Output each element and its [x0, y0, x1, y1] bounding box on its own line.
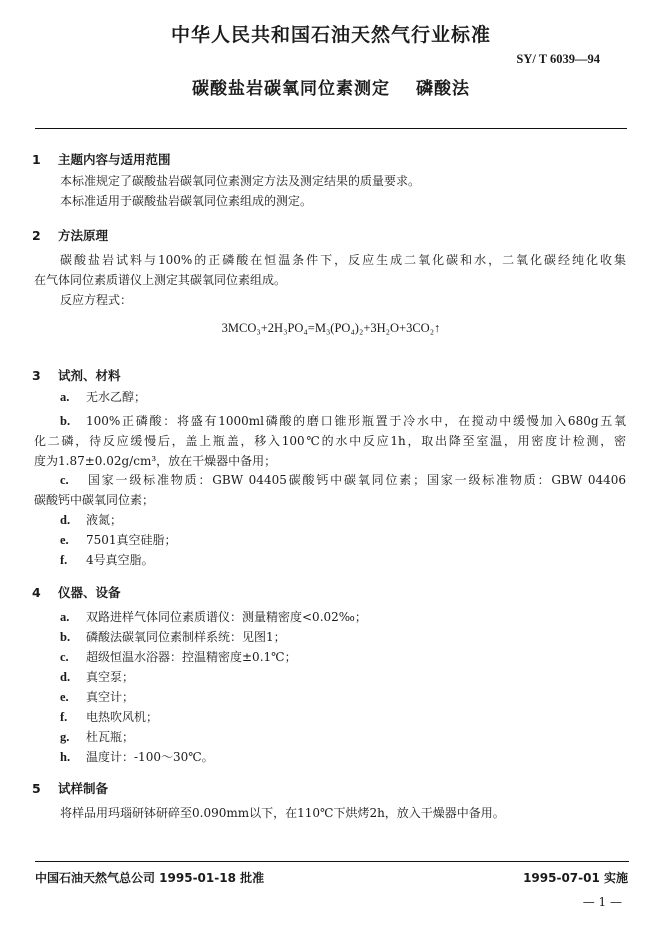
- list-item: d. 真空泵；: [60, 670, 135, 684]
- list-item: f. 4号真空脂。: [60, 553, 154, 567]
- approval-line: 中国石油天然气总公司 1995-01-18 批准: [35, 871, 265, 885]
- list-item-line: c. 国家一级标准物质：GBW 04405碳酸钙中碳氧同位素；国家一级标准物质：GBW 04406: [60, 473, 626, 487]
- list-item: a. 双路进样气体同位素质谱仪：测量精密度<0.02‰；: [60, 610, 367, 624]
- document-title-main: 碳酸盐岩碳氧同位素测定: [192, 79, 390, 99]
- standard-number: SY/ T 6039—94: [516, 52, 600, 66]
- list-item: b. 磷酸法碳氧同位素制样系统：见图1；: [60, 630, 286, 644]
- page-number: — 1 —: [582, 895, 622, 909]
- section-1-paragraph: 本标准规定了碳酸盐岩碳氧同位素测定方法及测定结果的质量要求。: [60, 174, 421, 188]
- list-item-line: 度为1.87±0.02g/cm³，放在干燥器中备用；: [34, 454, 277, 468]
- section-1-paragraph: 本标准适用于碳酸盐岩碳氧同位素组成的测定。: [60, 194, 313, 208]
- list-item: e. 7501真空硅脂；: [60, 533, 177, 547]
- section-1-heading: 1 主题内容与适用范围: [32, 152, 171, 167]
- section-4-heading: 4 仪器、设备: [32, 585, 121, 600]
- implementation-date: 1995-07-01 实施: [523, 871, 628, 885]
- list-item: a. 无水乙醇；: [60, 390, 147, 404]
- reaction-equation: 3MCO₃+2H₃PO₄=M₃(PO₄)₂+3H₂O+3CO₂↑: [221, 321, 441, 335]
- section-2-paragraph-line: 碳酸盐岩试料与100%的正磷酸在恒温条件下，反应生成二氧化碳和水，二氧化碳经纯化收集: [60, 253, 626, 267]
- section-3-heading: 3 试剂、材料: [32, 368, 121, 383]
- list-item: f. 电热吹风机；: [60, 710, 159, 724]
- section-2-heading: 2 方法原理: [32, 228, 109, 243]
- list-item: d. 液氮；: [60, 513, 123, 527]
- footer-divider: [35, 861, 629, 862]
- document-title-method: 磷酸法: [416, 79, 470, 99]
- document-title: [0, 74, 662, 99]
- list-item-line: 碳酸钙中碳氧同位素；: [34, 493, 155, 507]
- list-item-line: b. 100%正磷酸：将盛有1000ml磷酸的磨口锥形瓶置于冷水中，在搅动中缓慢加入680g五氧: [60, 414, 626, 428]
- list-item-line: 化二磷，待反应缓慢后，盖上瓶盖，移入100℃的水中反应1h，取出降至室温，用密度计检测，密: [34, 434, 626, 448]
- list-item: e. 真空计；: [60, 690, 135, 704]
- equation-label: 反应方程式：: [60, 293, 133, 307]
- list-item: g. 杜瓦瓶；: [60, 730, 135, 744]
- section-2-paragraph-line: 在气体同位素质谱仪上测定其碳氧同位素组成。: [34, 273, 287, 287]
- list-item: c. 超级恒温水浴器：控温精密度±0.1℃；: [60, 650, 297, 664]
- standard-category-title: 中华人民共和国石油天然气行业标准: [170, 24, 491, 46]
- header-divider: [35, 128, 627, 129]
- section-5-paragraph: 将样品用玛瑙研钵研碎至0.090mm以下，在110℃下烘烤2h，放入干燥器中备用。: [60, 806, 505, 820]
- section-5-heading: 5 试样制备: [32, 781, 109, 796]
- list-item: h. 温度计：-100～30℃。: [60, 750, 214, 764]
